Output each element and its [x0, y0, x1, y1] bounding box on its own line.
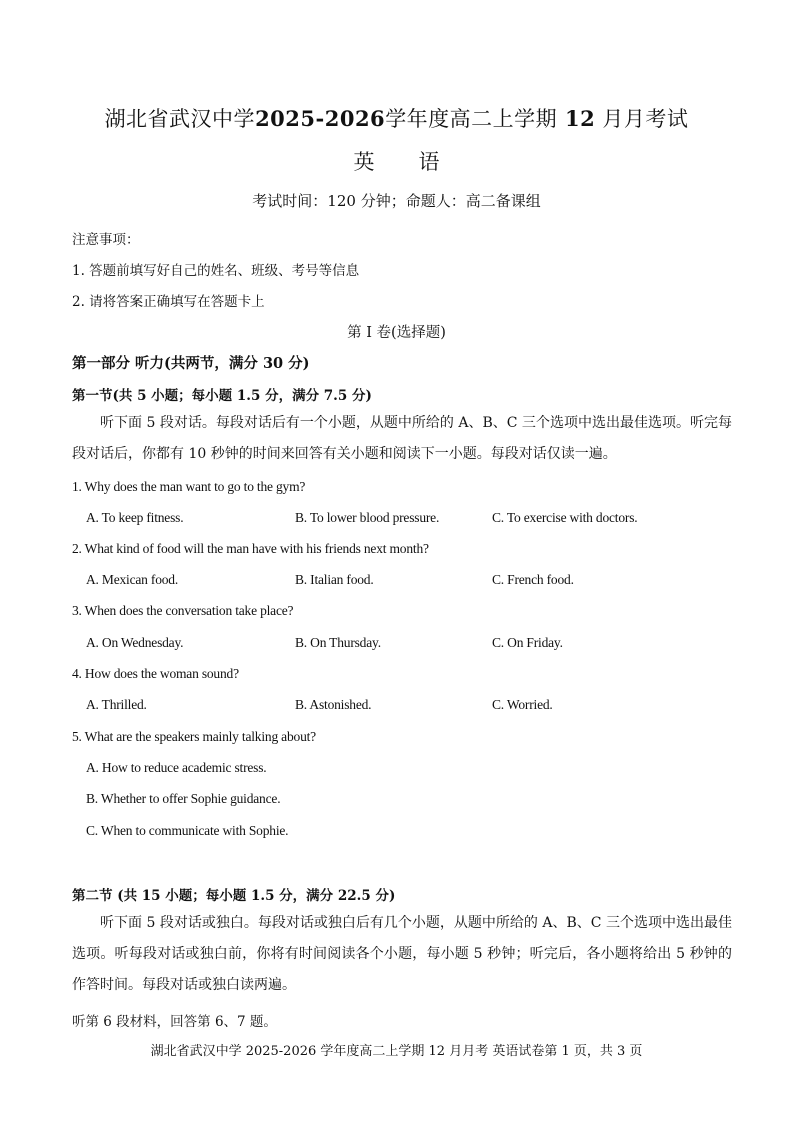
section1-title: 第一节(共 5 小题；每小题 1.5 分，满分 7.5 分)	[72, 388, 372, 404]
option-c: C. When to communicate with Sophie.	[86, 823, 289, 838]
question-3: 3. When does the conversation take place?	[72, 603, 294, 618]
material-6-instruction: 听第 6 段材料，回答第 6、7 题。	[72, 1014, 277, 1030]
option-b: B. On Thursday.	[295, 635, 381, 650]
question-2: 2. What kind of food will the man have with his friends next month?	[72, 541, 429, 556]
question-4: 4. How does the woman sound?	[72, 666, 239, 681]
section2-title: 第二节 (共 15 小题；每小题 1.5 分，满分 22.5 分)	[72, 888, 396, 904]
subject-title: 英 语	[353, 150, 440, 174]
option-a: A. On Wednesday.	[86, 635, 184, 650]
note-item: 2. 请将答案正确填写在答题卡上	[72, 294, 265, 310]
option-a: A. How to reduce academic stress.	[86, 760, 267, 775]
exam-meta: 考试时间：120 分钟；命题人：高二备课组	[252, 192, 541, 210]
option-c: C. French food.	[492, 572, 574, 587]
volume-title: 第 I 卷(选择题)	[347, 325, 446, 341]
exam-title: 湖北省武汉中学2025-2026学年度高二上学期 12 月月考试	[104, 106, 689, 131]
option-a: A. To keep fitness.	[86, 510, 184, 525]
option-c: C. Worried.	[492, 697, 553, 712]
option-b: B. Italian food.	[295, 572, 374, 587]
option-b: B. Astonished.	[295, 697, 372, 712]
notes-heading: 注意事项：	[72, 232, 140, 248]
option-c: C. To exercise with doctors.	[492, 510, 638, 525]
section2-instructions: 听下面 5 段对话或独白。每段对话或独白后有几个小题，从题中所给的 A、B、C 三个选项中选出最佳选项。听每段对话或独白前，你将有时间阅读各个小题，每小题 5 秒钟；听完后，各小题将给出 5 秒钟的作答时间。每段对话或独白读两遍。	[72, 915, 732, 993]
page-footer: 湖北省武汉中学 2025-2026 学年度高二上学期 12 月月考 英语试卷第 1 页，共 3 页	[150, 1044, 643, 1059]
option-a: A. Mexican food.	[86, 572, 179, 587]
option-b: B. Whether to offer Sophie guidance.	[86, 791, 281, 806]
section1-instructions: 听下面 5 段对话。每段对话后有一个小题，从题中所给的 A、B、C 三个选项中选出最佳选项。听完每段对话后，你都有 10 秒钟的时间来回答有关小题和阅读下一小题。每段对话仅读一遍。	[72, 415, 732, 462]
option-a: A. Thrilled.	[86, 697, 147, 712]
option-b: B. To lower blood pressure.	[295, 510, 440, 525]
note-item: 1. 答题前填写好自己的姓名、班级、考号等信息	[72, 263, 360, 279]
question-5: 5. What are the speakers mainly talking about?	[72, 729, 316, 744]
question-1: 1. Why does the man want to go to the gym?	[72, 479, 306, 494]
part1-title: 第一部分 听力(共两节，满分 30 分)	[72, 355, 310, 372]
option-c: C. On Friday.	[492, 635, 563, 650]
